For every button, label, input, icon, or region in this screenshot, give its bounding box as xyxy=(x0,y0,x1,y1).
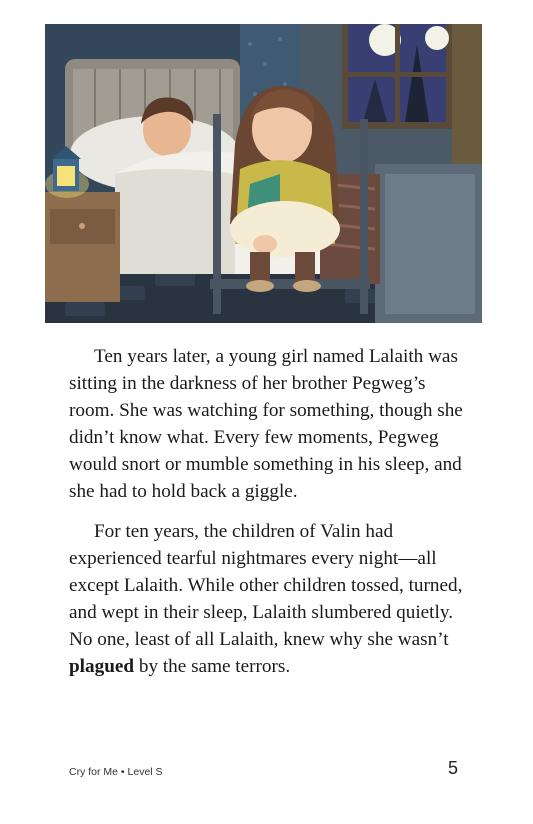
paragraph-2-start: For ten years, the children of Valin had experienced tearful nightmares every night—all except Lalaith. While other children tossed, turned, and wept in their sleep, Lalaith slumbered quietly. No one, least of all Lalaith, knew why she wasn’t xyxy=(69,521,463,650)
bedroom-scene-illustration xyxy=(45,24,482,323)
page-number: 5 xyxy=(447,758,458,778)
story-text xyxy=(69,343,469,693)
book-info: Cry for Me • Level S xyxy=(69,766,163,778)
story-paragraph-2 xyxy=(69,518,469,680)
story-paragraph-1: Ten years later, a young girl named Lalaith was sitting in the darkness of her brother Pegweg’s room. She was watching for something, though she didn’t know what. Every few moments, Pegweg would snort or mumble something in his sleep, and she had to hold back a giggle. xyxy=(69,346,463,502)
paragraph-2-end: by the same terrors. xyxy=(134,656,291,677)
vocabulary-word: plagued xyxy=(69,656,135,677)
story-illustration xyxy=(45,24,482,323)
